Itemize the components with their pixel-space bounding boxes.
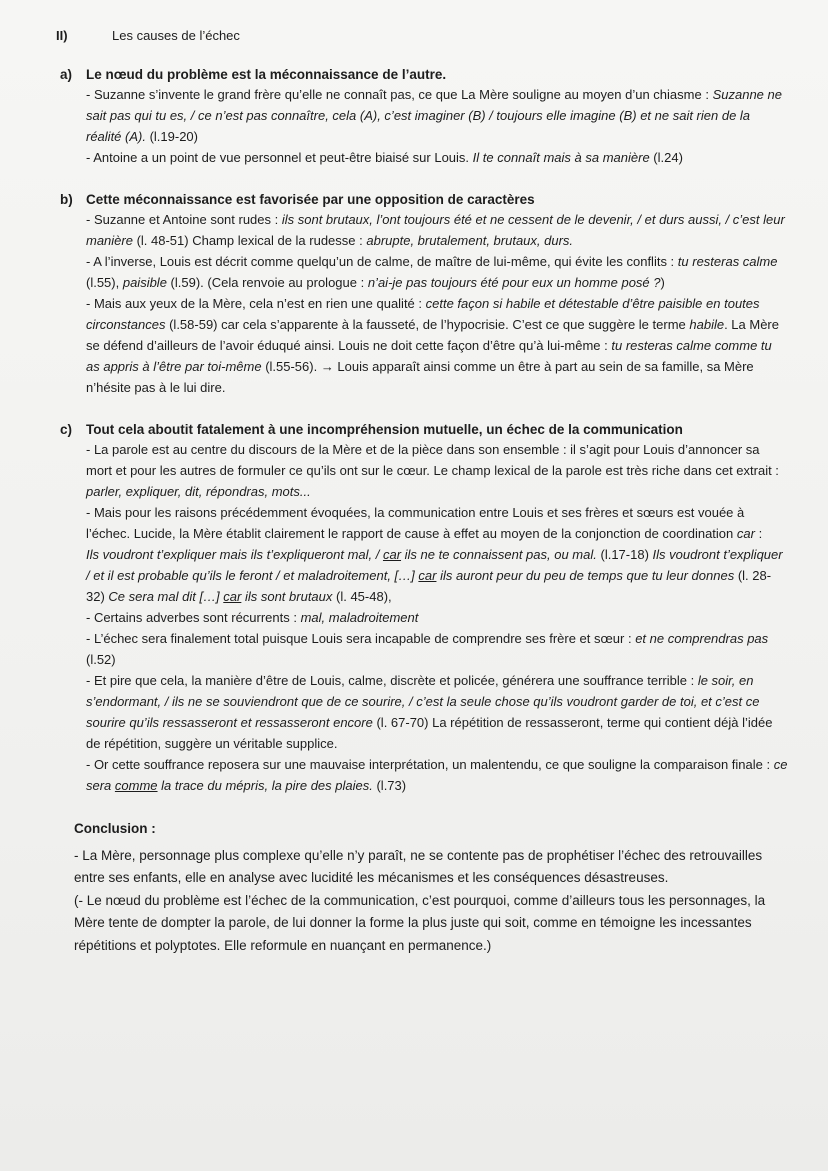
paragraph: - Or cette souffrance reposera sur une mauvaise interprétation, un malentendu, ce que souligne la comparaison finale : ce sera comme la trace du mépris, la pire des plaies. (l.73) (86, 757, 788, 793)
paragraph: - La parole est au centre du discours de la Mère et de la pièce dans son ensemble : il s’agit pour Louis d’annoncer sa mort et pour les autres de formuler ce qu’ils ont sur le cœur. Le champ lexical de la parole est très riche dans cet extrait : parler, expliquer, dit, répondras, mots... (86, 442, 779, 499)
paragraph: - Antoine a un point de vue personnel et peut-être biaisé sur Louis. Il te connaît mais à sa manière (l.24) (86, 150, 683, 165)
paragraph: - Suzanne et Antoine sont rudes : ils sont brutaux, l’ont toujours été et ne cessent de le devenir, / et durs aussi, / c’est leur manière (l. 48-51) Champ lexical de la rudesse : abrupte, brutalement, brutaux, durs. (86, 212, 785, 248)
paragraph: - Mais pour les raisons précédemment évoquées, la communication entre Louis et ses frères et sœurs est vouée à l’échec. Lucide, la Mère établit clairement le rapport de cause à effet au moyen de la conjonction de coordination car : (86, 505, 763, 541)
part-title: Les causes de l’échec (112, 28, 240, 43)
conclusion-paragraph: (- Le nœud du problème est l’échec de la communication, c’est pourquoi, comme d’ailleurs tous les personnages, la Mère tente de dompter la parole, de lui donner la forme la plus juste qui soit, comme en témoigne les incessantes répétitions et polyptotes. Elle reformule en nuançant en permanence.) (74, 892, 766, 953)
section-a (60, 65, 788, 168)
section-c (60, 420, 788, 796)
conclusion-title: Conclusion : (74, 821, 156, 836)
part-heading (56, 28, 788, 43)
section-b-title: b) Cette méconnaissance est favorisée par une opposition de caractères (60, 192, 535, 207)
conclusion-paragraph: - La Mère, personnage plus complexe qu’elle n’y paraît, ne se contente pas de prophétiser l’échec des retrouvailles entre ses enfants, elle en analyse avec lucidité les mécanismes et les conséquences désastreuses. (74, 847, 763, 885)
paragraph: - L’échec sera finalement total puisque Louis sera incapable de comprendre ses frère et sœur : et ne comprendras pas (l.52) (86, 631, 769, 667)
paragraph: - A l’inverse, Louis est décrit comme quelqu’un de calme, de maître de lui-même, qui évite les conflits : tu resteras calme (l.55), paisible (l.59). (Cela renvoie au prologue : n’ai-je pas toujours été pour eux un homme posé ?) (86, 254, 778, 290)
paragraph: - Certains adverbes sont récurrents : mal, maladroitement (86, 610, 419, 625)
paragraph: - Suzanne s’invente le grand frère qu’elle ne connaît pas, ce que La Mère souligne au moyen d’un chiasme : Suzanne ne sait pas qui tu es, / ce n’est pas connaître, cela (A), c’est imaginer (B) / toujours elle imagine (B) et ne sait rien de la réalité (A). (l.19-20) (86, 87, 782, 144)
part-number: II) (56, 28, 68, 43)
quote-paragraph: Ils voudront t’expliquer mais ils t’expliqueront mal, / car ils ne te connaissent pas, ou mal. (l.17-18) Ils voudront t’expliquer / et il est probable qu’ils le feront / et maladroitement, […] car ils auront peur du peu de temps que tu leur donnes (l. 28-32) Ce sera mal dit […] car ils sont brutaux (l. 45-48), (86, 547, 783, 604)
section-b (60, 190, 788, 398)
conclusion (74, 818, 788, 957)
paragraph: - Et pire que cela, la manière d’être de Louis, calme, discrète et policée, générera une souffrance terrible : le soir, en s’endormant, / ils ne se souviendront que de ce sourire, / c’est la seule chose qu’ils voudront garder de toi, et c’est ce sourire qu’ils ressasseront et ressasseront encore (l. 67-70) La répétition de ressasseront, terme qui contient déjà l’idée de répétition, suggère un véritable supplice. (86, 673, 773, 751)
paragraph: - Mais aux yeux de la Mère, cela n’est en rien une qualité : cette façon si habile et détestable d’être paisible en toutes circonstances (l.58-59) car cela s’apparente à la fausseté, de l’hypocrisie. C’est ce que suggère le terme habile. La Mère se défend d’ailleurs de l’avoir éduqué ainsi. Louis ne doit cette façon d’être qu’à lui-même : tu resteras calme comme tu as appris à l’être par toi-même (l.55-56). → Louis apparaît ainsi comme un être à part au sein de sa famille, sa Mère n’hésite pas à le lui dire. (86, 296, 779, 395)
section-c-title: c) Tout cela aboutit fatalement à une incompréhension mutuelle, un échec de la communication (60, 422, 683, 437)
section-a-title: a) Le nœud du problème est la méconnaissance de l’autre. (60, 67, 447, 82)
